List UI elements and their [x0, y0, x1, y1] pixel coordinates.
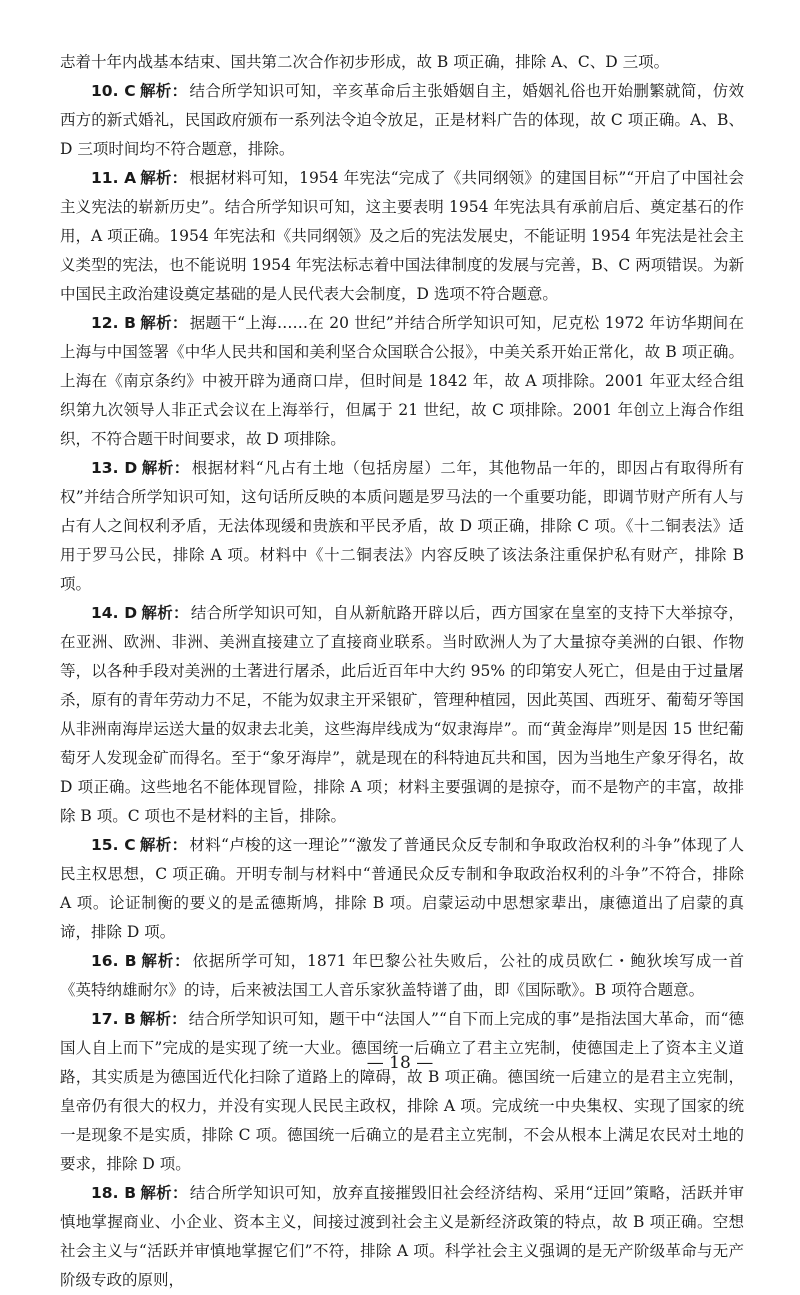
explanation-item-11 [60, 164, 744, 309]
explanation-text: 据题干“上海……在 20 世纪”并结合所学知识可知，尼克松 1972 年访华期间在上海与中国签署《中华人民共和国和美利坚合众国联合公报》，中美关系开始正常化，故 B 项正确。上海在《南京条约》中被开辟为通商口岸，但时间是 1842 年，故 A 项排除。2001 年亚太经合组织第九次领导人非正式会议在上海举行，但属于 21 世纪，故 C 项排除。2001 年创立上海合作组织，不符合题干时间要求，故 D 项排除。 [60, 314, 744, 448]
analysis-label: 解析： [139, 1010, 187, 1028]
question-number-answer: 14. D [91, 604, 138, 622]
explanation-text: 依据所学可知，1871 年巴黎公社失败后，公社的成员欧仁・鲍狄埃写成一首《英特纳雄耐尔》的诗，后来被法国工人音乐家狄盖特谱了曲，即《国际歌》。B 项符合题意。 [60, 952, 744, 999]
explanation-text: 结合所学知识可知，辛亥革命后主张婚姻自主，婚姻礼俗也开始删繁就简，仿效西方的新式婚礼，民国政府颁布一系列法令迫令放足，正是材料广告的体现，故 C 项正确。A、B、D 三项时间均不符合题意，排除。 [60, 82, 744, 158]
explanation-item-17 [60, 1005, 744, 1179]
question-number-answer: 15. C [91, 836, 136, 854]
explanation-text: 结合所学知识可知，放弃直接摧毁旧社会经济结构、采用“迂回”策略，活跃并审慎地掌握商业、小企业、资本主义，间接过渡到社会主义是新经济政策的特点，故 B 项正确。空想社会主义与“活跃并审慎地掌握它们”不符，排除 A 项。科学社会主义强调的是无产阶级革命与无产阶级专政的原则， [60, 1184, 744, 1289]
question-number-answer: 18. B [91, 1184, 137, 1202]
analysis-label: 解析： [140, 952, 191, 970]
explanation-text: 结合所学知识可知，自从新航路开辟以后，西方国家在皇室的支持下大举掠夺，在亚洲、欧洲、非洲、美洲直接建立了直接商业联系。当时欧洲人为了大量掠夺美洲的白银、作物等，以各种手段对美洲的土著进行屠杀，此后近百年中大约 95% 的印第安人死亡，但是由于过量屠杀，原有的青年劳动力不足，不能为奴隶主开采银矿，管理种植园，因此英国、西班牙、葡萄牙等国从非洲南海岸运送大量的奴隶去北美，这些海岸线成为“奴隶海岸”。而“黄金海岸”则是因 15 世纪葡萄牙人发现金矿而得名。至于“象牙海岸”，就是现在的科特迪瓦共和国，因为当地生产象牙得名，故 D 项正确。这些地名不能体现冒险，排除 A 项；材料主要强调的是掠夺，而不是物产的丰富，故排除 B 项。C 项也不是材料的主旨，排除。 [60, 604, 744, 825]
question-number-answer: 17. B [91, 1010, 136, 1028]
analysis-label: 解析： [139, 836, 188, 854]
explanation-item-18 [60, 1179, 744, 1295]
question-number-answer: 12. B [91, 314, 136, 332]
answer-explanations [60, 48, 744, 1295]
question-number-answer: 11. A [91, 169, 137, 187]
question-number-answer: 16. B [91, 952, 137, 970]
analysis-label: 解析： [141, 604, 189, 622]
explanation-item-10 [60, 77, 744, 164]
explanation-item-13 [60, 454, 744, 599]
explanation-item-15 [60, 831, 744, 947]
explanation-text: 材料“卢梭的这一理论”“激发了普通民众反专制和争取政治权利的斗争”体现了人民主权思想，C 项正确。开明专制与材料中“普通民众反专制和争取政治权利的斗争”不符合，排除 A 项。论证制衡的要义的是孟德斯鸠，排除 B 项。启蒙运动中思想家辈出，康德道出了启蒙的真谛，排除 D 项。 [60, 836, 744, 941]
analysis-label: 解析： [140, 314, 188, 332]
explanation-item-14 [60, 599, 744, 831]
page-number: — 18 — [366, 1053, 434, 1073]
explanation-item-16 [60, 947, 744, 1005]
explanation-text: 根据材料“凡占有土地（包括房屋）二年，其他物品一年的，即因占有取得所有权”并结合所学知识可知，这句话所反映的本质问题是罗马法的一个重要功能，即调节财产所有人与占有人之间权利矛盾，无法体现缓和贵族和平民矛盾，故 D 项正确，排除 C 项。《十二铜表法》适用于罗马公民，排除 A 项。材料中《十二铜表法》内容反映了该法条注重保护私有财产，排除 B 项。 [60, 459, 744, 593]
analysis-label: 解析： [141, 459, 190, 477]
explanation-text: 结合所学知识可知，题干中“法国人”“自下而上完成的事”是指法国大革命，而“德国人自上而下”完成的是实现了统一大业。德国统一后确立了君主立宪制，使德国走上了资本主义道路，其实质是为德国近代化扫除了道路上的障碍，故 B 项正确。德国统一后建立的是君主立宪制，皇帝仍有很大的权力，并没有实现人民民主政权，排除 A 项。完成统一中央集权、实现了国家的统一是现象不是实质，排除 C 项。德国统一后确立的是君主立宪制，不会从根本上满足农民对土地的要求，排除 D 项。 [60, 1010, 744, 1173]
explanation-item-12 [60, 309, 744, 454]
continuation-paragraph: 志着十年内战基本结束、国共第二次合作初步形成，故 B 项正确，排除 A、C、D 三项。 [60, 53, 670, 71]
explanation-text: 根据材料可知，1954 年宪法“完成了《共同纲领》的建国目标”“开启了中国社会主义宪法的崭新历史”。结合所学知识可知，这主要表明 1954 年宪法具有承前启后、奠定基石的作用，A 项正确。1954 年宪法和《共同纲领》及之后的宪法发展史，不能证明 1954 年宪法是社会主义类型的宪法，也不能说明 1954 年宪法标志着中国法律制度的发展与完善，B、C 两项错误。为新中国民主政治建设奠定基础的是人民代表大会制度，D 选项不符合题意。 [60, 169, 744, 303]
question-number-answer: 13. D [91, 459, 138, 477]
analysis-label: 解析： [140, 1184, 188, 1202]
question-number-answer: 10. C [91, 82, 136, 100]
analysis-label: 解析： [140, 169, 188, 187]
analysis-label: 解析： [139, 82, 188, 100]
